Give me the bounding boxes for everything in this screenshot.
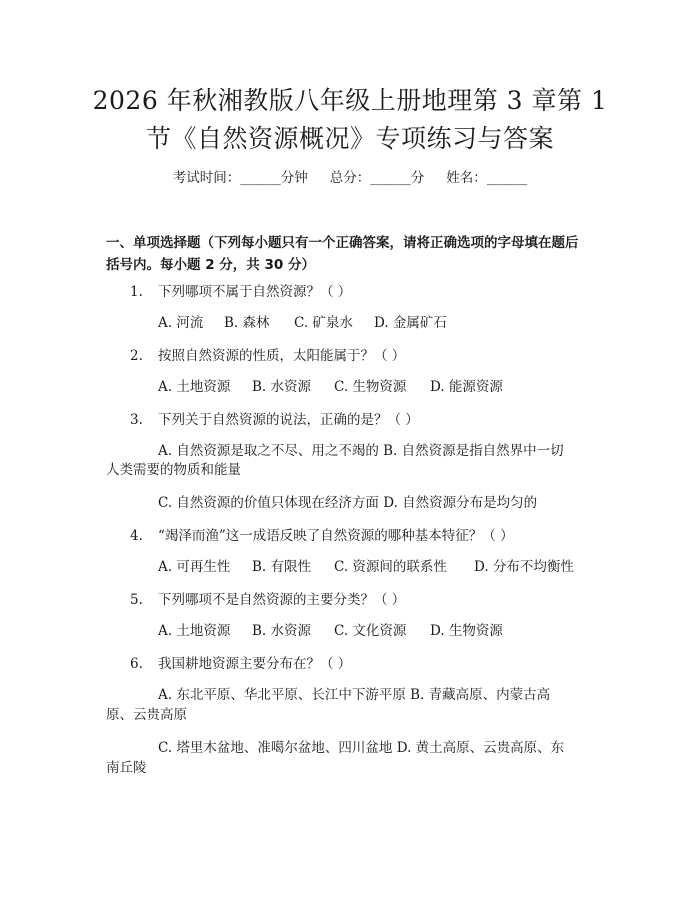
question-6 (130, 654, 351, 674)
question-number: 5. (130, 592, 143, 608)
option-d: D. 能源资源 (430, 379, 503, 395)
question-5-options (158, 621, 503, 641)
question-3 (130, 410, 419, 430)
option-b: B. 有限性 (252, 559, 312, 575)
option-c: C. 生物资源 (334, 379, 407, 395)
option-d: D. 金属矿石 (374, 315, 447, 331)
title-line-2: 节《自然资源概况》专项练习与答案 (145, 124, 554, 153)
question-5 (130, 590, 405, 610)
section-heading-line-1: 一、单项选择题（下列每小题只有一个正确答案，请将正确选项的字母填在题后 (106, 235, 579, 251)
title-line-1: 2026 年秋湘教版八年级上册地理第 3 章第 1 (92, 86, 608, 115)
question-3-options-line-2: C. 自然资源的价值只体现在经济方面 D. 自然资源分布是均匀的 (158, 495, 538, 511)
question-2 (130, 346, 405, 366)
option-c: C. 资源间的联系性 (334, 559, 447, 575)
exam-time: 考试时间：______分钟 (172, 170, 308, 186)
option-d: D. 分布不均衡性 (474, 559, 574, 575)
question-text: 按照自然资源的性质，太阳能属于？（ ） (158, 348, 406, 364)
question-number: 6. (130, 656, 143, 672)
question-text: “竭泽而渔”这一成语反映了自然资源的哪种基本特征？（ ） (158, 528, 514, 544)
question-6-options-line-1-cont: 原、云贵高原 (106, 707, 187, 723)
question-2-options (158, 377, 503, 397)
question-number: 3. (130, 412, 143, 428)
question-text: 下列关于自然资源的说法，正确的是？（ ） (158, 412, 419, 428)
question-text: 下列哪项不是自然资源的主要分类？（ ） (158, 592, 406, 608)
question-3-options-line-1-cont: 人类需要的物质和能量 (106, 462, 241, 478)
option-a: A. 土地资源 (158, 623, 231, 639)
section-heading (106, 232, 606, 276)
question-1 (130, 282, 351, 302)
exam-meta (0, 168, 700, 188)
option-b: B. 水资源 (252, 379, 312, 395)
option-c: C. 文化资源 (334, 623, 407, 639)
question-number: 2. (130, 348, 143, 364)
question-number: 4. (130, 528, 143, 544)
option-a: A. 土地资源 (158, 379, 231, 395)
question-text: 下列哪项不属于自然资源？（ ） (158, 284, 352, 300)
question-4-options (158, 557, 574, 577)
question-3-options-line-1: A. 自然资源是取之不尽、用之不竭的 B. 自然资源是指自然界中一切 (158, 443, 564, 459)
question-6-options-line-2: C. 塔里木盆地、准噶尔盆地、四川盆地 D. 黄土高原、云贵高原、东 (158, 740, 565, 756)
option-b: B. 森林 (224, 315, 270, 331)
option-a: A. 河流 (158, 315, 204, 331)
question-text: 我国耕地资源主要分布在？（ ） (158, 656, 352, 672)
question-4 (130, 526, 514, 546)
question-6-options-line-2-cont: 南丘陵 (106, 760, 147, 776)
option-b: B. 水资源 (252, 623, 312, 639)
document-title (60, 82, 640, 158)
student-name: 姓名：______ (446, 170, 528, 186)
question-number: 1. (130, 284, 143, 300)
question-1-options (158, 313, 447, 333)
option-c: C. 矿泉水 (294, 315, 353, 331)
exam-score: 总分：______分 (329, 170, 425, 186)
question-6-options-line-1: A. 东北平原、华北平原、长江中下游平原 B. 青藏高原、内蒙古高 (158, 687, 551, 703)
section-heading-line-2: 括号内。每小题 2 分，共 30 分） (106, 257, 315, 273)
option-d: D. 生物资源 (430, 623, 503, 639)
option-a: A. 可再生性 (158, 559, 231, 575)
